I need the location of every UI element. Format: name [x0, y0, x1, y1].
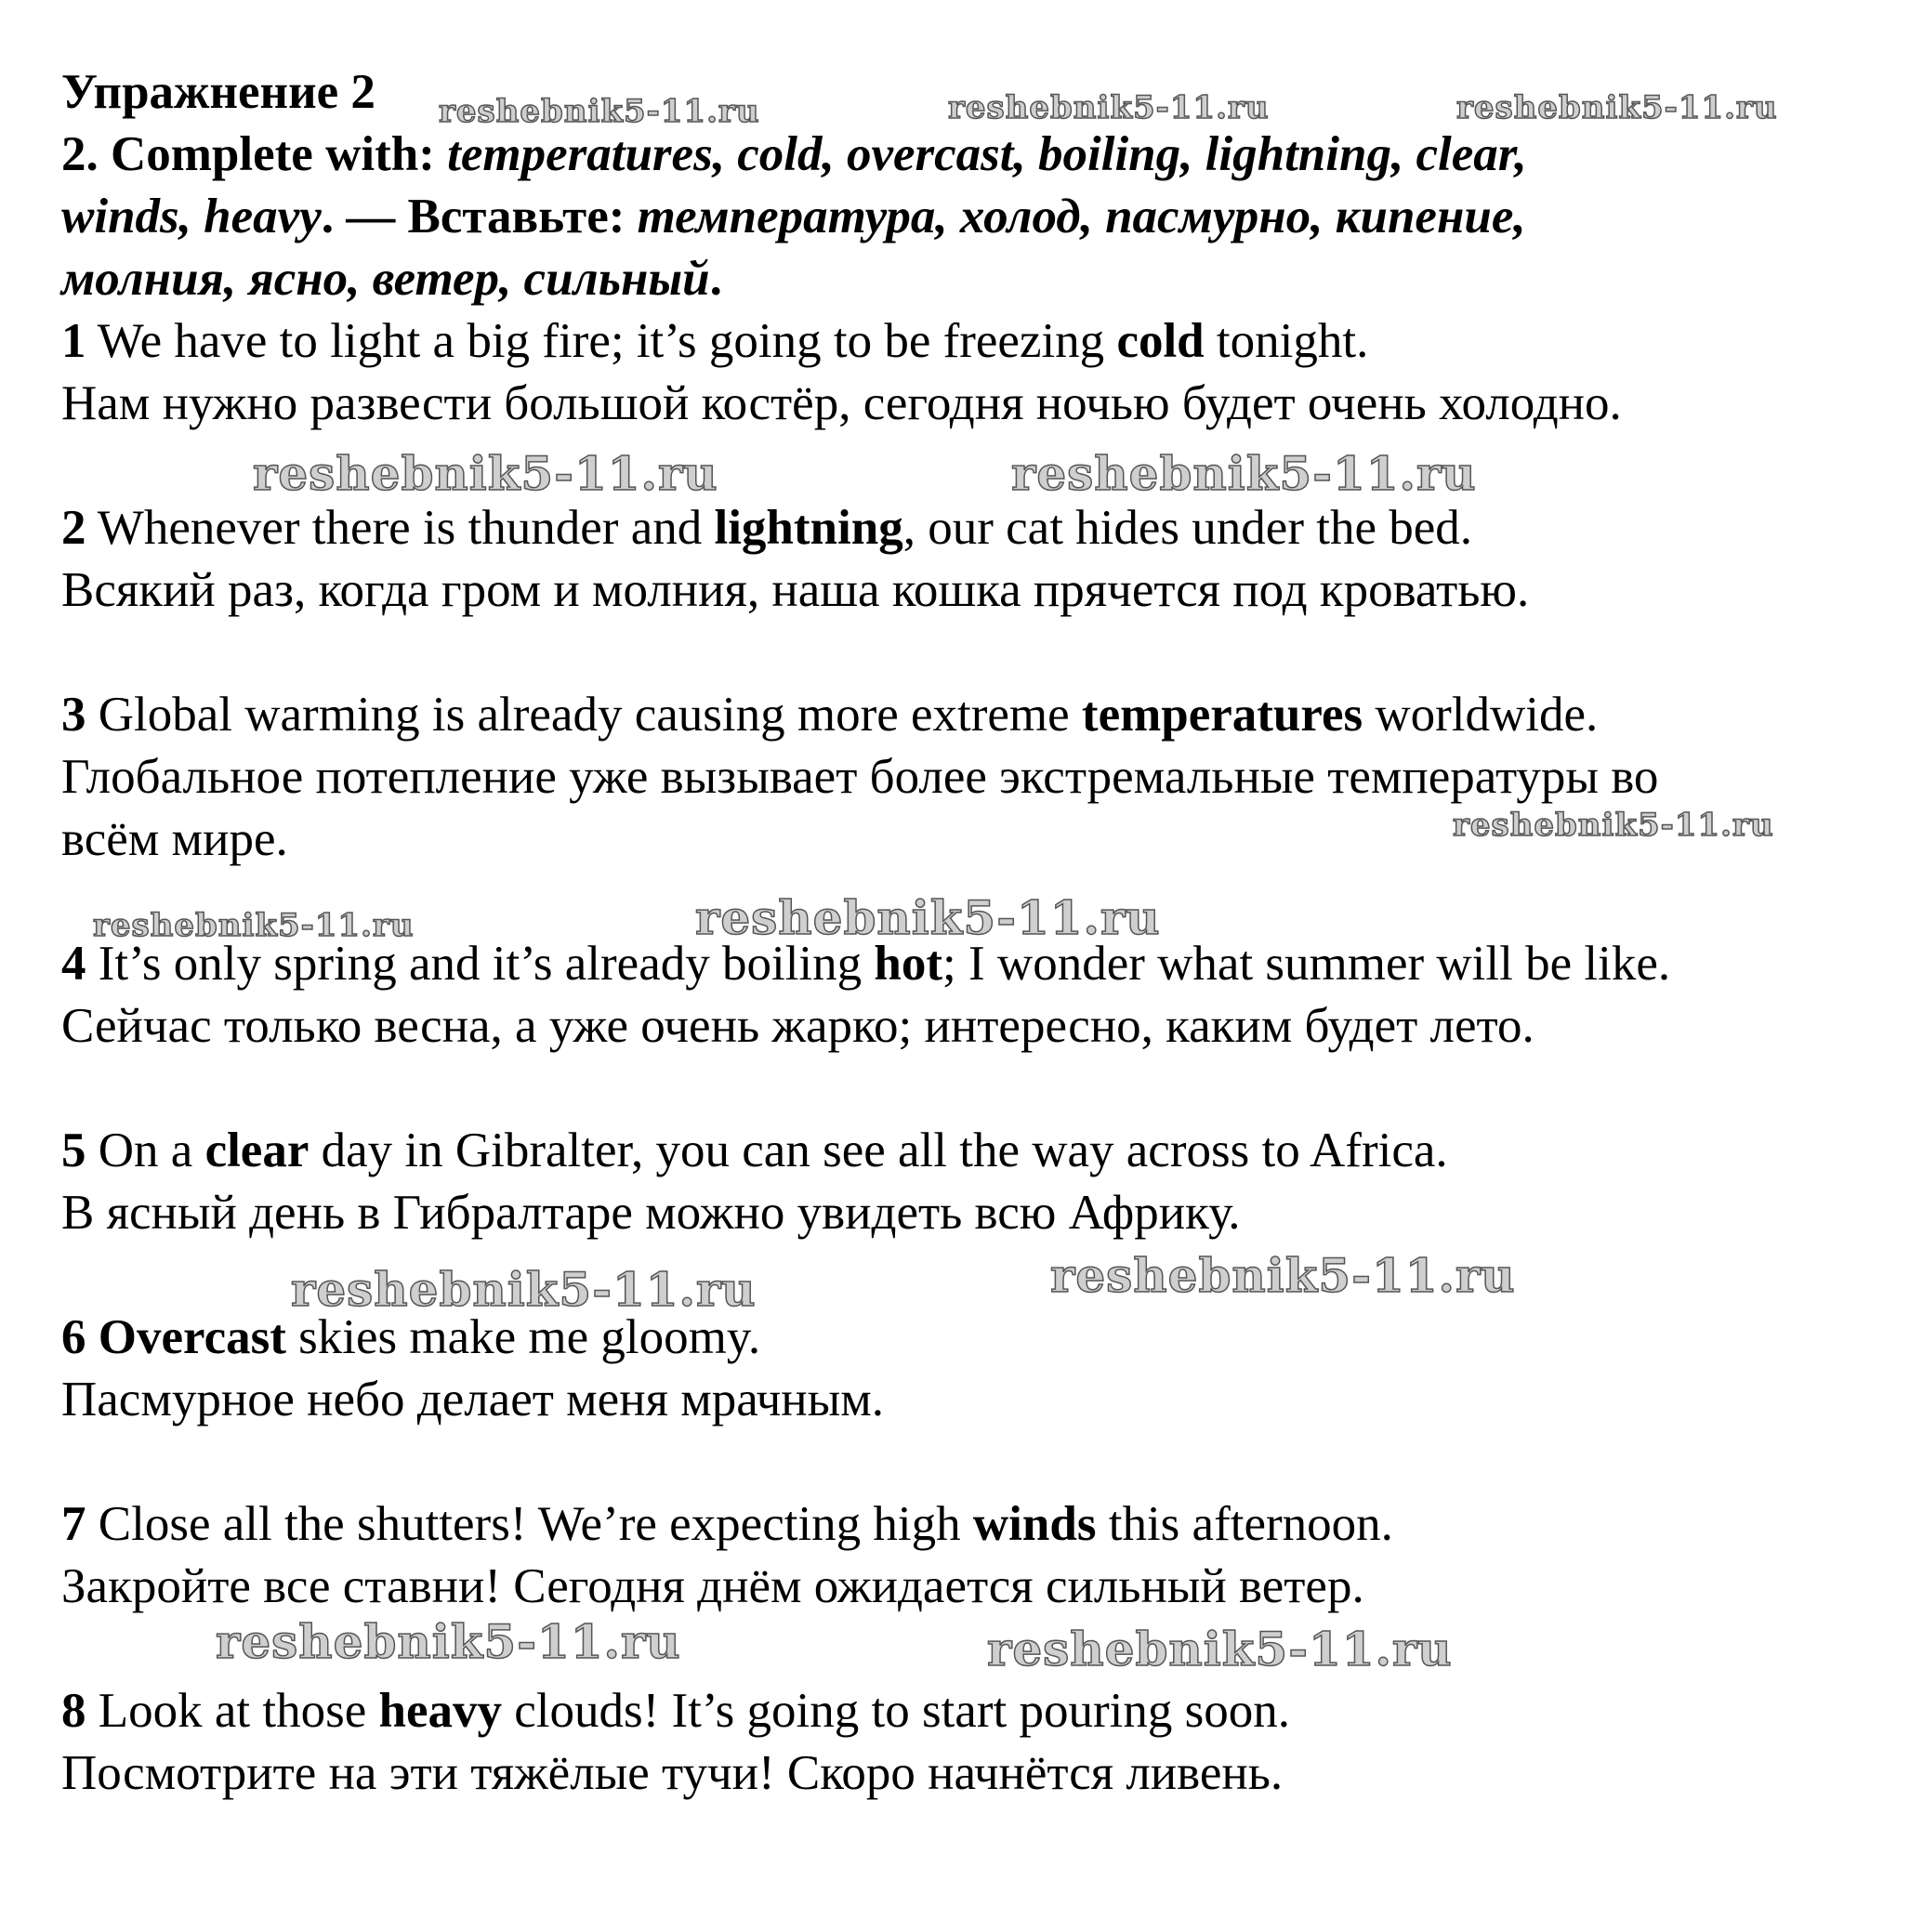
item-1-ru: Нам нужно развести большой костёр, сегодня ночью будет очень холодно. [61, 376, 1622, 430]
item-number: 7 [61, 1497, 86, 1551]
watermark: reshebnik5-11.ru [987, 1622, 1453, 1676]
item-5-en: 5 On a clear day in Gibralter, you can see all the way across to Africa. [61, 1124, 1448, 1177]
item-answer: winds [972, 1497, 1097, 1551]
instruction-lead: 2. Complete with: [61, 127, 448, 181]
watermark: reshebnik5-11.ru [93, 907, 415, 944]
exercise-title: Упражнение 2 [61, 65, 375, 119]
item-6-en: 6 Overcast skies make me gloomy. [61, 1310, 761, 1364]
instruction-line-1 [61, 124, 1874, 186]
item-number: 5 [61, 1124, 86, 1177]
watermark: reshebnik5-11.ru [1011, 446, 1477, 501]
instruction-line-3 [61, 248, 1874, 310]
watermark: reshebnik5-11.ru [695, 890, 1161, 945]
watermark: reshebnik5-11.ru [253, 446, 718, 501]
instruction-words-ru: температура, холод, пасмурно, кипение, [637, 190, 1526, 243]
item-5-ru: В ясный день в Гибралтаре можно увидеть всю Африку. [61, 1186, 1241, 1240]
item-answer: temperatures [1081, 688, 1363, 742]
item-number: 1 [61, 314, 86, 368]
instruction-words-en-2: winds, heavy [61, 190, 322, 243]
item-number: 4 [61, 937, 86, 991]
instruction-words-en: temperatures, cold, overcast, boiling, lightning, clear, [447, 127, 1527, 181]
item-answer: hot [874, 937, 943, 991]
item-number: 2 [61, 501, 86, 555]
watermark: reshebnik5-11.ru [948, 89, 1270, 126]
item-8-en: 8 Look at those heavy clouds! It’s going to start pouring soon. [61, 1684, 1290, 1738]
item-number: 8 [61, 1684, 86, 1738]
instruction-words-ru-2: молния, ясно, ветер, сильный [61, 252, 710, 306]
item-7-ru: Закройте все ставни! Сегодня днём ожидается сильный ветер. [61, 1559, 1364, 1613]
item-answer: Overcast [98, 1310, 286, 1364]
item-answer: cold [1116, 314, 1205, 368]
watermark: reshebnik5-11.ru [216, 1614, 681, 1669]
item-4-ru: Сейчас только весна, а уже очень жарко; интересно, каким будет лето. [61, 999, 1534, 1053]
item-number: 6 [61, 1310, 86, 1364]
item-2-ru: Всякий раз, когда гром и молния, наша кошка прячется под кроватью. [61, 563, 1530, 617]
item-8-ru: Посмотрите на эти тяжёлые тучи! Скоро начнётся ливень. [61, 1746, 1284, 1800]
item-number: 3 [61, 688, 86, 742]
watermark: reshebnik5-11.ru [1453, 807, 1774, 844]
item-7-en: 7 Close all the shutters! We’re expecting high winds this afternoon. [61, 1497, 1393, 1551]
item-answer: heavy [378, 1684, 502, 1738]
item-3-en: 3 Global warming is already causing more extreme temperatures worldwide. [61, 688, 1599, 742]
item-answer: lightning [714, 501, 903, 555]
instruction-separator: . — Вставьте: [321, 190, 638, 243]
item-answer: clear [204, 1124, 310, 1177]
item-3-ru-cont: всём мире. [61, 812, 288, 866]
instruction-line-2 [61, 186, 1874, 248]
watermark: reshebnik5-11.ru [1456, 89, 1778, 126]
instruction-end: . [709, 252, 722, 306]
item-2-en: 2 Whenever there is thunder and lightning, our cat hides under the bed. [61, 501, 1472, 555]
item-6-ru: Пасмурное небо делает меня мрачным. [61, 1373, 885, 1426]
watermark: reshebnik5-11.ru [1050, 1248, 1516, 1303]
watermark: reshebnik5-11.ru [439, 93, 760, 130]
item-4-en: 4 It’s only spring and it’s already boiling hot; I wonder what summer will be like. [61, 937, 1671, 991]
item-1-en: 1 We have to light a big fire; it’s going to be freezing cold tonight. [61, 314, 1369, 368]
watermark: reshebnik5-11.ru [291, 1262, 757, 1317]
item-3-ru: Глобальное потепление уже вызывает более экстремальные температуры во [61, 750, 1659, 804]
